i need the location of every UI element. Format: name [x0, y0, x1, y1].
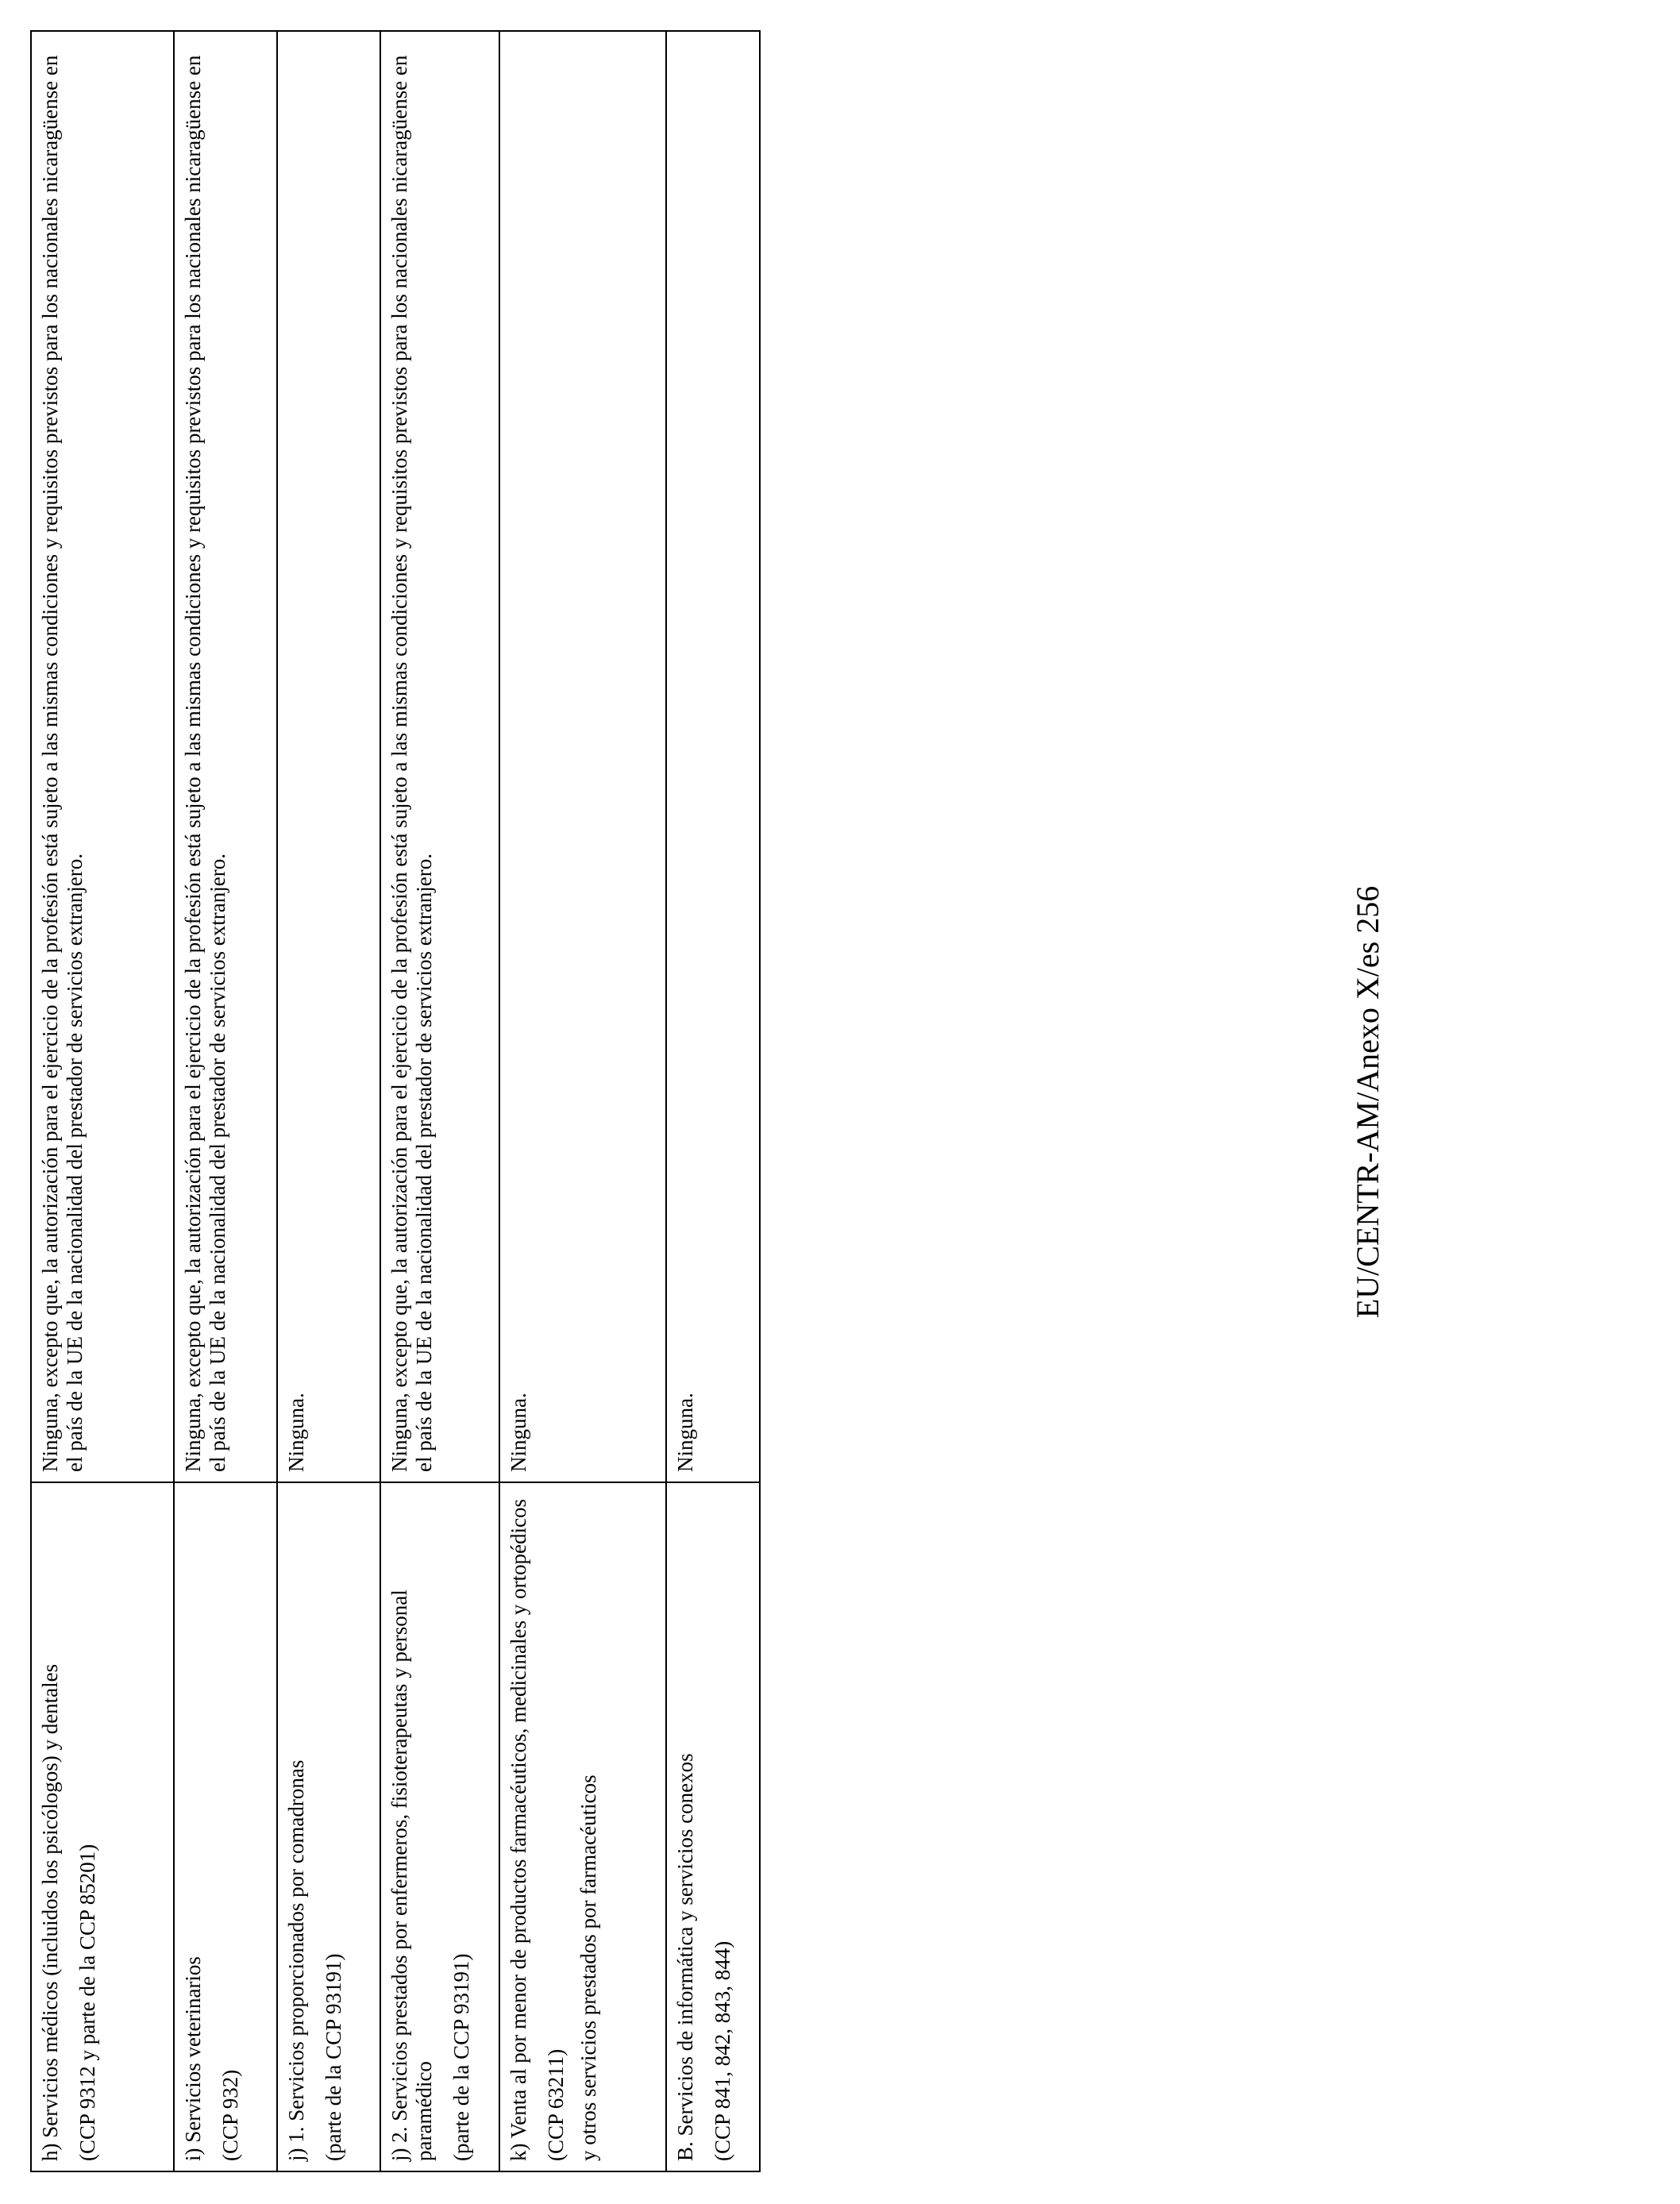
reservation-cell: [31, 31, 174, 1482]
sector-line: (CCP 63211): [544, 2048, 568, 2161]
sector-line: j) 2. Servicios prestados por enfermeros, fisioterapeutas y personal paramédico: [387, 1589, 436, 2161]
schedule-table: [30, 30, 761, 2172]
sector-line: (CCP 841, 842, 843, 844): [711, 1940, 734, 2161]
sector-cell: [380, 1482, 499, 2171]
reservation-text: Ninguna, excepto que, la autorización para el ejercicio de la profesión está sujeto a las mismas condiciones y requisitos previstos para los nacionales nicaragüense en el país de la UE de la nacionalidad del prestador de servicios extranjero.: [38, 55, 87, 1472]
sector-line: h) Servicios médicos (incluidos los psicólogos) y dentales: [38, 1663, 62, 2161]
reservation-cell: [174, 31, 277, 1482]
table-row: [174, 31, 277, 2171]
reservation-text: Ninguna.: [673, 1393, 697, 1472]
table-row: [380, 31, 499, 2171]
sector-line: y otros servicios prestados por farmacéuticos: [576, 1774, 600, 2161]
reservation-cell: [380, 31, 499, 1482]
table-row: [277, 31, 380, 2171]
reservation-cell: [666, 31, 760, 1482]
sector-line: (CCP 9312 y parte de la CCP 85201): [75, 1844, 99, 2161]
reservation-text: Ninguna.: [284, 1393, 308, 1472]
sector-cell: [499, 1482, 666, 2171]
sector-line: j) 1. Servicios proporcionados por comadronas: [284, 1759, 308, 2161]
table-row: [666, 31, 760, 2171]
sector-cell: [31, 1482, 174, 2171]
sector-line: i) Servicios veterinarios: [181, 1956, 205, 2161]
reservation-cell: [499, 31, 666, 1482]
sector-cell: [277, 1482, 380, 2171]
table-row: [31, 31, 174, 2171]
sector-cell: [666, 1482, 760, 2171]
table-row: [499, 31, 666, 2171]
reservation-text: Ninguna.: [507, 1393, 530, 1472]
sector-line: (parte de la CCP 93191): [449, 1953, 473, 2161]
sector-line: k) Venta al por menor de productos farmacéuticos, medicinales y ortopédicos: [507, 1499, 530, 2161]
schedule-table-body: [31, 31, 760, 2171]
sector-line: B. Servicios de informática y servicios conexos: [673, 1753, 697, 2161]
reservation-cell: [277, 31, 380, 1482]
reservation-text: Ninguna, excepto que, la autorización para el ejercicio de la profesión está sujeto a las mismas condiciones y requisitos previstos para los nacionales nicaragüense en el país de la UE de la nacionalidad del prestador de servicios extranjero.: [181, 55, 229, 1472]
sector-line: (parte de la CCP 93191): [322, 1953, 345, 2161]
sector-line: (CCP 932): [218, 2069, 242, 2161]
sector-cell: [174, 1482, 277, 2171]
page-footer-reference: EU/CENTR-AM/Anexo X/es 256: [1350, 885, 1385, 1319]
reservation-text: Ninguna, excepto que, la autorización para el ejercicio de la profesión está sujeto a las mismas condiciones y requisitos previstos para los nacionales nicaragüense en el país de la UE de la nacionalidad del prestador de servicios extranjero.: [387, 55, 436, 1472]
